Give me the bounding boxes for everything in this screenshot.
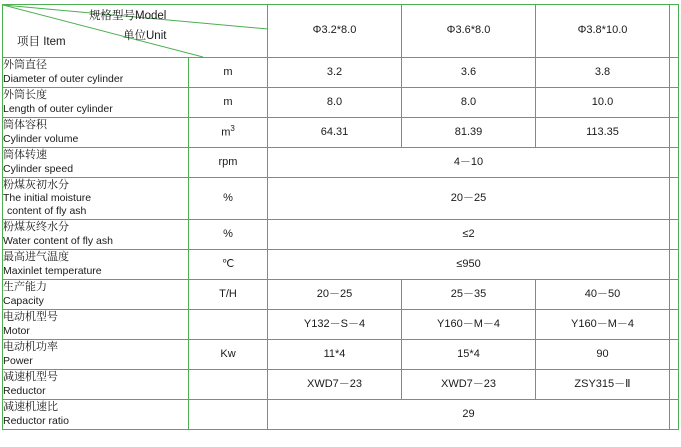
table-row	[3, 148, 679, 178]
row-value-1: 11*4	[268, 340, 402, 370]
row-edge-cell	[670, 340, 679, 370]
table-row	[3, 370, 679, 400]
row-label-power	[3, 340, 189, 370]
header-unit-label: 单位Unit	[123, 30, 167, 42]
row-value-3: 3.8	[536, 58, 670, 88]
row-label-initial-moisture	[3, 178, 189, 220]
table-row	[3, 178, 679, 220]
row-label-cn: 最高进气温度	[3, 251, 69, 264]
row-edge-cell	[670, 400, 679, 430]
row-label-final-moisture	[3, 220, 189, 250]
row-edge-cell	[670, 178, 679, 220]
row-value-1: Y132－S－4	[268, 310, 402, 340]
row-edge-cell	[670, 370, 679, 400]
row-label-cn: 筒体转速	[3, 149, 47, 162]
row-value-2: 15*4	[402, 340, 536, 370]
row-label-en: Length of outer cylinder	[3, 102, 113, 115]
row-label-en: Maxinlet temperature	[3, 264, 102, 277]
row-label-cn: 电动机型号	[3, 311, 58, 324]
header-model-2: Φ3.6*8.0	[402, 5, 536, 58]
table-row	[3, 220, 679, 250]
row-label-en: Reductor ratio	[3, 414, 69, 427]
row-label-en: Capacity	[3, 294, 44, 307]
row-label-en: Diameter of outer cylinder	[3, 72, 124, 85]
row-label-en-line2: content of fly ash	[7, 205, 87, 218]
spec-sheet	[0, 4, 681, 447]
row-label-cn: 减速机型号	[3, 371, 58, 384]
row-value-1: XWD7－23	[268, 370, 402, 400]
row-value-3: Y160－M－4	[536, 310, 670, 340]
row-label-en: Motor	[3, 324, 30, 337]
row-value-2: 3.6	[402, 58, 536, 88]
table-row	[3, 280, 679, 310]
row-value-3: 40－50	[536, 280, 670, 310]
row-value-1: 8.0	[268, 88, 402, 118]
row-label-cn: 减速机速比	[3, 401, 58, 414]
row-value-2: 81.39	[402, 118, 536, 148]
row-unit: m	[189, 58, 268, 88]
row-label-outer-diameter	[3, 58, 189, 88]
row-value-2: 8.0	[402, 88, 536, 118]
row-value-merged: 4－10	[268, 148, 670, 178]
header-model-1: Φ3.2*8.0	[268, 5, 402, 58]
row-label-motor	[3, 310, 189, 340]
row-edge-cell	[670, 88, 679, 118]
row-label-reductor-ratio	[3, 400, 189, 430]
table-row	[3, 88, 679, 118]
table-row	[3, 310, 679, 340]
row-edge-cell	[670, 118, 679, 148]
row-value-1: 3.2	[268, 58, 402, 88]
row-unit: m	[189, 88, 268, 118]
row-label-cn: 粉煤灰初水分	[3, 178, 69, 191]
header-model-label: 规格型号Model	[89, 10, 167, 22]
table-row	[3, 340, 679, 370]
row-value-merged: 20－25	[268, 178, 670, 220]
row-unit	[189, 400, 268, 430]
row-label-cn: 电动机功率	[3, 341, 58, 354]
row-value-merged: ≤2	[268, 220, 670, 250]
row-label-cn: 粉煤灰终水分	[3, 221, 69, 234]
row-value-3: 90	[536, 340, 670, 370]
header-edge-cell	[670, 5, 679, 58]
row-edge-cell	[670, 310, 679, 340]
row-unit: %	[189, 220, 268, 250]
table-row	[3, 58, 679, 88]
row-label-reductor	[3, 370, 189, 400]
row-edge-cell	[670, 148, 679, 178]
header-corner-cell	[3, 5, 268, 58]
row-label-en: Power	[3, 354, 33, 367]
row-edge-cell	[670, 58, 679, 88]
row-edge-cell	[670, 280, 679, 310]
row-value-1: 20－25	[268, 280, 402, 310]
row-label-capacity	[3, 280, 189, 310]
superscript-3: 3	[230, 124, 235, 134]
row-value-2: 25－35	[402, 280, 536, 310]
row-value-merged: 29	[268, 400, 670, 430]
row-label-en: The initial moisture	[3, 192, 92, 205]
row-label-cn: 生产能力	[3, 281, 47, 294]
row-value-3: 10.0	[536, 88, 670, 118]
row-label-cylinder-speed	[3, 148, 189, 178]
row-label-max-inlet-temp	[3, 250, 189, 280]
row-edge-cell	[670, 220, 679, 250]
row-label-cylinder-volume	[3, 118, 189, 148]
table-row	[3, 250, 679, 280]
row-unit: T/H	[189, 280, 268, 310]
row-unit: rpm	[189, 148, 268, 178]
row-edge-cell	[670, 250, 679, 280]
row-label-cn: 外筒长度	[3, 89, 47, 102]
row-value-1: 64.31	[268, 118, 402, 148]
row-unit: Kw	[189, 340, 268, 370]
row-value-2: XWD7－23	[402, 370, 536, 400]
row-label-en: Cylinder volume	[3, 132, 79, 145]
specification-table	[2, 4, 679, 430]
row-label-en: Reductor	[3, 384, 46, 397]
row-unit	[189, 370, 268, 400]
header-item-label: 项目 Item	[17, 36, 66, 48]
table-row	[3, 400, 679, 430]
row-label-cn: 筒体容积	[3, 119, 47, 132]
row-unit: %	[189, 178, 268, 220]
row-value-merged: ≤950	[268, 250, 670, 280]
row-unit: $m^3$	[189, 118, 268, 148]
row-value-2: Y160－M－4	[402, 310, 536, 340]
table-row	[3, 118, 679, 148]
header-model-3: Φ3.8*10.0	[536, 5, 670, 58]
row-unit: ℃	[189, 250, 268, 280]
table-header-row	[3, 5, 679, 58]
row-label-cn: 外筒直径	[3, 59, 47, 72]
row-value-3: ZSY315－Ⅱ	[536, 370, 670, 400]
row-label-en: Water content of fly ash	[3, 234, 113, 247]
row-unit	[189, 310, 268, 340]
row-value-3: 113.35	[536, 118, 670, 148]
row-label-en: Cylinder speed	[3, 162, 74, 175]
row-label-outer-length	[3, 88, 189, 118]
